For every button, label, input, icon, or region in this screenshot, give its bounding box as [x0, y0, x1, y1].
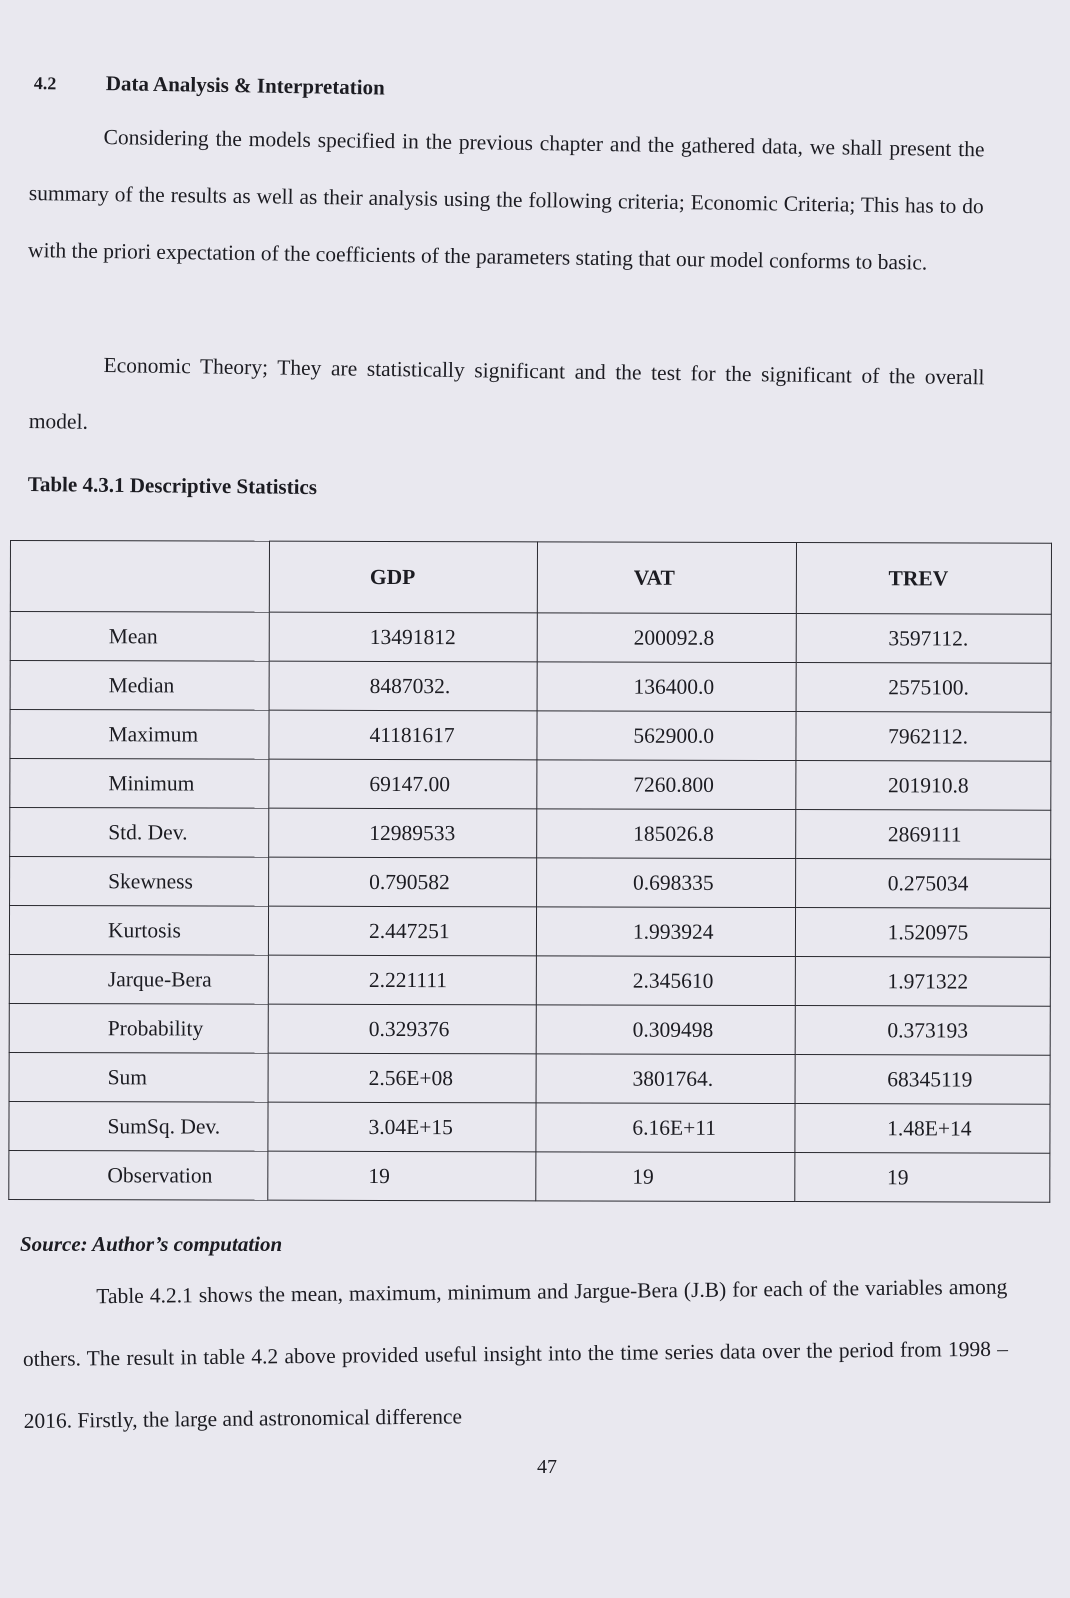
cell-gdp: 2.447251 — [268, 906, 536, 956]
cell-trev: 68345119 — [795, 1055, 1050, 1105]
cell-vat: 562900.0 — [537, 711, 796, 761]
table-row — [9, 954, 1050, 1006]
cell-trev: 1.48E+14 — [795, 1104, 1050, 1154]
cell-vat: 3801764. — [536, 1054, 795, 1104]
row-label: Probability — [9, 1003, 268, 1053]
row-label: Minimum — [10, 759, 269, 809]
table-row — [10, 857, 1051, 909]
cell-trev: 2575100. — [796, 663, 1051, 713]
cell-trev: 19 — [794, 1153, 1049, 1203]
row-label: Kurtosis — [9, 906, 268, 956]
cell-gdp: 2.221111 — [268, 955, 536, 1005]
row-label: SumSq. Dev. — [9, 1101, 268, 1151]
row-label: Sum — [9, 1052, 268, 1102]
row-label: Observation — [9, 1150, 268, 1200]
table-title: Table 4.3.1 Descriptive Statistics — [27, 472, 318, 500]
table-row — [10, 808, 1051, 860]
header-vat: VAT — [537, 542, 796, 614]
cell-trev: 0.373193 — [795, 1006, 1050, 1056]
cell-vat: 1.993924 — [536, 907, 795, 957]
cell-gdp: 12989533 — [269, 808, 537, 858]
cell-trev: 0.275034 — [795, 859, 1050, 909]
cell-vat: 7260.800 — [537, 760, 796, 810]
cell-vat: 200092.8 — [537, 613, 796, 663]
cell-vat: 6.16E+11 — [536, 1103, 795, 1153]
section-title: Data Analysis & Interpretation — [105, 71, 385, 100]
cell-trev: 1.520975 — [795, 908, 1050, 958]
cell-gdp: 0.790582 — [269, 857, 537, 907]
descriptive-statistics-table — [8, 540, 1052, 1203]
cell-gdp: 69147.00 — [269, 759, 537, 809]
paragraph-1: Considering the models specified in the previous chapter and the gathered data, we shall present the summary of the results as well as their analysis using the following criteria; Economic Criteria; This has to do with the priori expectation of the coefficients of the parameters stating that our model conforms to basic. — [27, 125, 985, 275]
cell-vat: 2.345610 — [536, 956, 795, 1006]
table-row — [9, 1150, 1050, 1202]
cell-gdp: 0.329376 — [268, 1004, 536, 1054]
table-header-row — [10, 541, 1051, 615]
cell-vat: 0.698335 — [536, 858, 795, 908]
header-empty — [10, 541, 269, 613]
table-row — [9, 1003, 1050, 1055]
table-row — [10, 661, 1051, 713]
cell-gdp: 19 — [268, 1151, 536, 1201]
cell-trev: 7962112. — [796, 712, 1051, 762]
header-trev: TREV — [796, 543, 1052, 615]
cell-vat: 0.309498 — [536, 1005, 795, 1055]
table-row — [10, 759, 1051, 811]
row-label: Median — [10, 661, 269, 711]
cell-trev: 201910.8 — [795, 761, 1050, 811]
cell-trev: 2869111 — [795, 810, 1050, 860]
cell-vat: 136400.0 — [537, 662, 796, 712]
paragraph-2: Economic Theory; They are statistically significant and the test for the significant of the overall model. — [28, 353, 985, 434]
cell-gdp: 8487032. — [269, 661, 537, 711]
cell-gdp: 13491812 — [269, 612, 537, 662]
row-label: Mean — [10, 612, 269, 662]
table-row — [10, 710, 1051, 762]
cell-gdp: 2.56E+08 — [268, 1053, 536, 1103]
cell-trev: 3597112. — [796, 614, 1051, 664]
cell-vat: 19 — [536, 1152, 795, 1202]
section-number: 4.2 — [33, 72, 57, 94]
cell-gdp: 41181617 — [269, 710, 537, 760]
table-row — [10, 612, 1051, 664]
cell-trev: 1.971322 — [795, 957, 1050, 1007]
cell-vat: 185026.8 — [537, 809, 796, 859]
table-row — [9, 1101, 1050, 1153]
cell-gdp: 3.04E+15 — [268, 1102, 536, 1152]
row-label: Std. Dev. — [10, 808, 269, 858]
header-gdp: GDP — [269, 541, 537, 613]
row-label: Maximum — [10, 710, 269, 760]
row-label: Jarque-Bera — [9, 954, 268, 1004]
table-row — [9, 1052, 1050, 1104]
paragraph-3: Table 4.2.1 shows the mean, maximum, minimum and Jargue-Bera (J.B) for each of the variables among others. The result in table 4.2 above provided useful insight into the time series data over the period from 1998 –2016. Firstly, the large and astronomical difference — [22, 1274, 1009, 1433]
table-row — [9, 906, 1050, 958]
table-source: Source: Author’s computation — [20, 1232, 283, 1256]
page-number: 47 — [537, 1456, 557, 1478]
section-heading — [34, 70, 385, 101]
row-label: Skewness — [10, 857, 269, 907]
